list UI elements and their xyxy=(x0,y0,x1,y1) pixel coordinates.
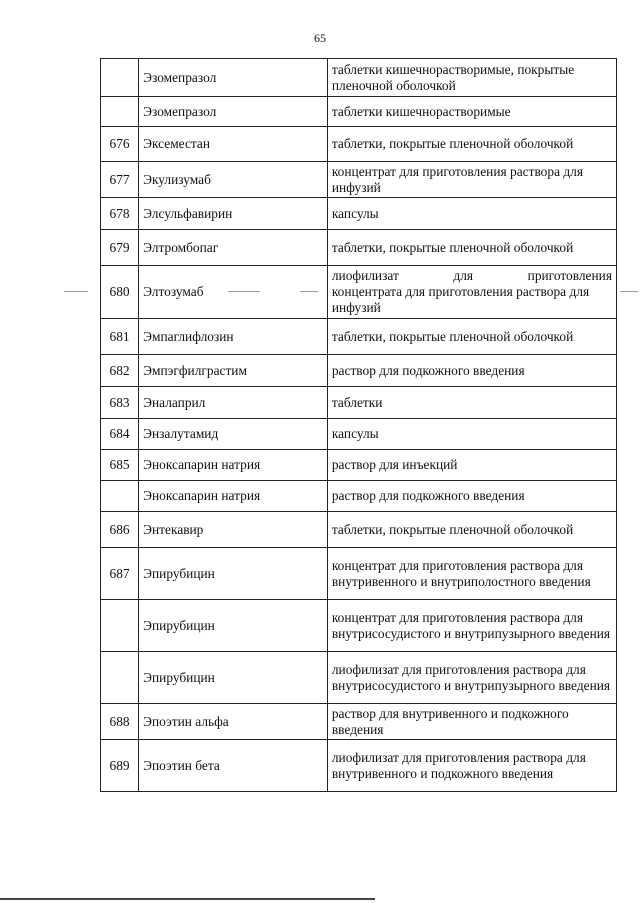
row-number xyxy=(101,652,139,704)
table-row xyxy=(101,230,617,266)
row-number: 678 xyxy=(101,198,139,230)
dosage-form: лиофилизат для приготовления раствора для внутрисосудистого и внутрипузырного введения xyxy=(327,652,616,704)
dosage-form: таблетки, покрытые пленочной оболочкой xyxy=(327,319,616,355)
row-number xyxy=(101,481,139,512)
row-number: 683 xyxy=(101,387,139,419)
table-row xyxy=(101,355,617,387)
drug-name: Эпирубицин xyxy=(139,548,328,600)
drug-name: Элтозумаб xyxy=(139,266,328,319)
dosage-form: концентрат для приготовления раствора для внутривенного и внутриполостного введения xyxy=(327,548,616,600)
drug-name: Элсульфавирин xyxy=(139,198,328,230)
drug-name: Энзалутамид xyxy=(139,419,328,450)
row-number: 689 xyxy=(101,740,139,792)
drug-name: Эпирубицин xyxy=(139,600,328,652)
drug-name: Элтромбопаг xyxy=(139,230,328,266)
row-number: 684 xyxy=(101,419,139,450)
row-number: 688 xyxy=(101,704,139,740)
row-number xyxy=(101,59,139,97)
row-number xyxy=(101,600,139,652)
row-number: 686 xyxy=(101,512,139,548)
drug-table xyxy=(100,58,617,792)
table-row xyxy=(101,704,617,740)
table-row xyxy=(101,600,617,652)
scan-artifact xyxy=(300,291,318,292)
scan-artifact xyxy=(64,291,88,292)
table-row xyxy=(101,548,617,600)
dosage-form: раствор для внутривенного и подкожного введения xyxy=(327,704,616,740)
drug-name: Эмпэгфилграстим xyxy=(139,355,328,387)
row-number: 681 xyxy=(101,319,139,355)
drug-name: Эпоэтин альфа xyxy=(139,704,328,740)
table-row xyxy=(101,198,617,230)
dosage-form-line-1: лиофилизат для приготовления xyxy=(331,268,612,283)
drug-name: Экулизумаб xyxy=(139,162,328,198)
dosage-form: раствор для подкожного введения xyxy=(327,355,616,387)
table-row xyxy=(101,512,617,548)
table-row xyxy=(101,162,617,198)
drug-name: Эпоэтин бета xyxy=(139,740,328,792)
table-row xyxy=(101,652,617,704)
dosage-form: таблетки xyxy=(327,387,616,419)
dosage-form xyxy=(327,266,616,319)
row-number: 680 xyxy=(101,266,139,319)
scan-artifact xyxy=(620,291,638,292)
table-row xyxy=(101,740,617,792)
dosage-form: раствор для инъекций xyxy=(327,450,616,481)
scan-artifact xyxy=(228,291,260,292)
drug-name: Эноксапарин натрия xyxy=(139,450,328,481)
drug-name: Энтекавир xyxy=(139,512,328,548)
table-row xyxy=(101,127,617,162)
table-row xyxy=(101,450,617,481)
dosage-form: таблетки, покрытые пленочной оболочкой xyxy=(327,512,616,548)
dosage-form: капсулы xyxy=(327,198,616,230)
table-row xyxy=(101,59,617,97)
table-row xyxy=(101,97,617,127)
drug-name: Эпирубицин xyxy=(139,652,328,704)
dosage-form: концентрат для приготовления раствора для инфузий xyxy=(327,162,616,198)
row-number xyxy=(101,97,139,127)
drug-name: Эксеместан xyxy=(139,127,328,162)
row-number: 676 xyxy=(101,127,139,162)
row-number: 685 xyxy=(101,450,139,481)
row-number: 682 xyxy=(101,355,139,387)
dosage-form: таблетки, покрытые пленочной оболочкой xyxy=(327,230,616,266)
dosage-form-rest: концентрата для приготовления раствора для инфузий xyxy=(331,284,590,315)
footer-rule xyxy=(0,898,375,900)
page-number: 65 xyxy=(314,31,326,45)
dosage-form: концентрат для приготовления раствора для внутрисосудистого и внутрипузырного введения xyxy=(327,600,616,652)
row-number: 679 xyxy=(101,230,139,266)
table-row xyxy=(101,481,617,512)
drug-name: Эзомепразол xyxy=(139,59,328,97)
dosage-form: капсулы xyxy=(327,419,616,450)
table-row xyxy=(101,419,617,450)
drug-name: Эмпаглифлозин xyxy=(139,319,328,355)
table-row xyxy=(101,266,617,319)
drug-name: Эналаприл xyxy=(139,387,328,419)
drug-name: Эноксапарин натрия xyxy=(139,481,328,512)
dosage-form: раствор для подкожного введения xyxy=(327,481,616,512)
row-number: 677 xyxy=(101,162,139,198)
dosage-form: таблетки кишечнорастворимые, покрытые пленочной оболочкой xyxy=(327,59,616,97)
dosage-form: таблетки, покрытые пленочной оболочкой xyxy=(327,127,616,162)
drug-name: Эзомепразол xyxy=(139,97,328,127)
table-row xyxy=(101,319,617,355)
row-number: 687 xyxy=(101,548,139,600)
dosage-form: лиофилизат для приготовления раствора для внутривенного и подкожного введения xyxy=(327,740,616,792)
table-row xyxy=(101,387,617,419)
dosage-form: таблетки кишечнорастворимые xyxy=(327,97,616,127)
